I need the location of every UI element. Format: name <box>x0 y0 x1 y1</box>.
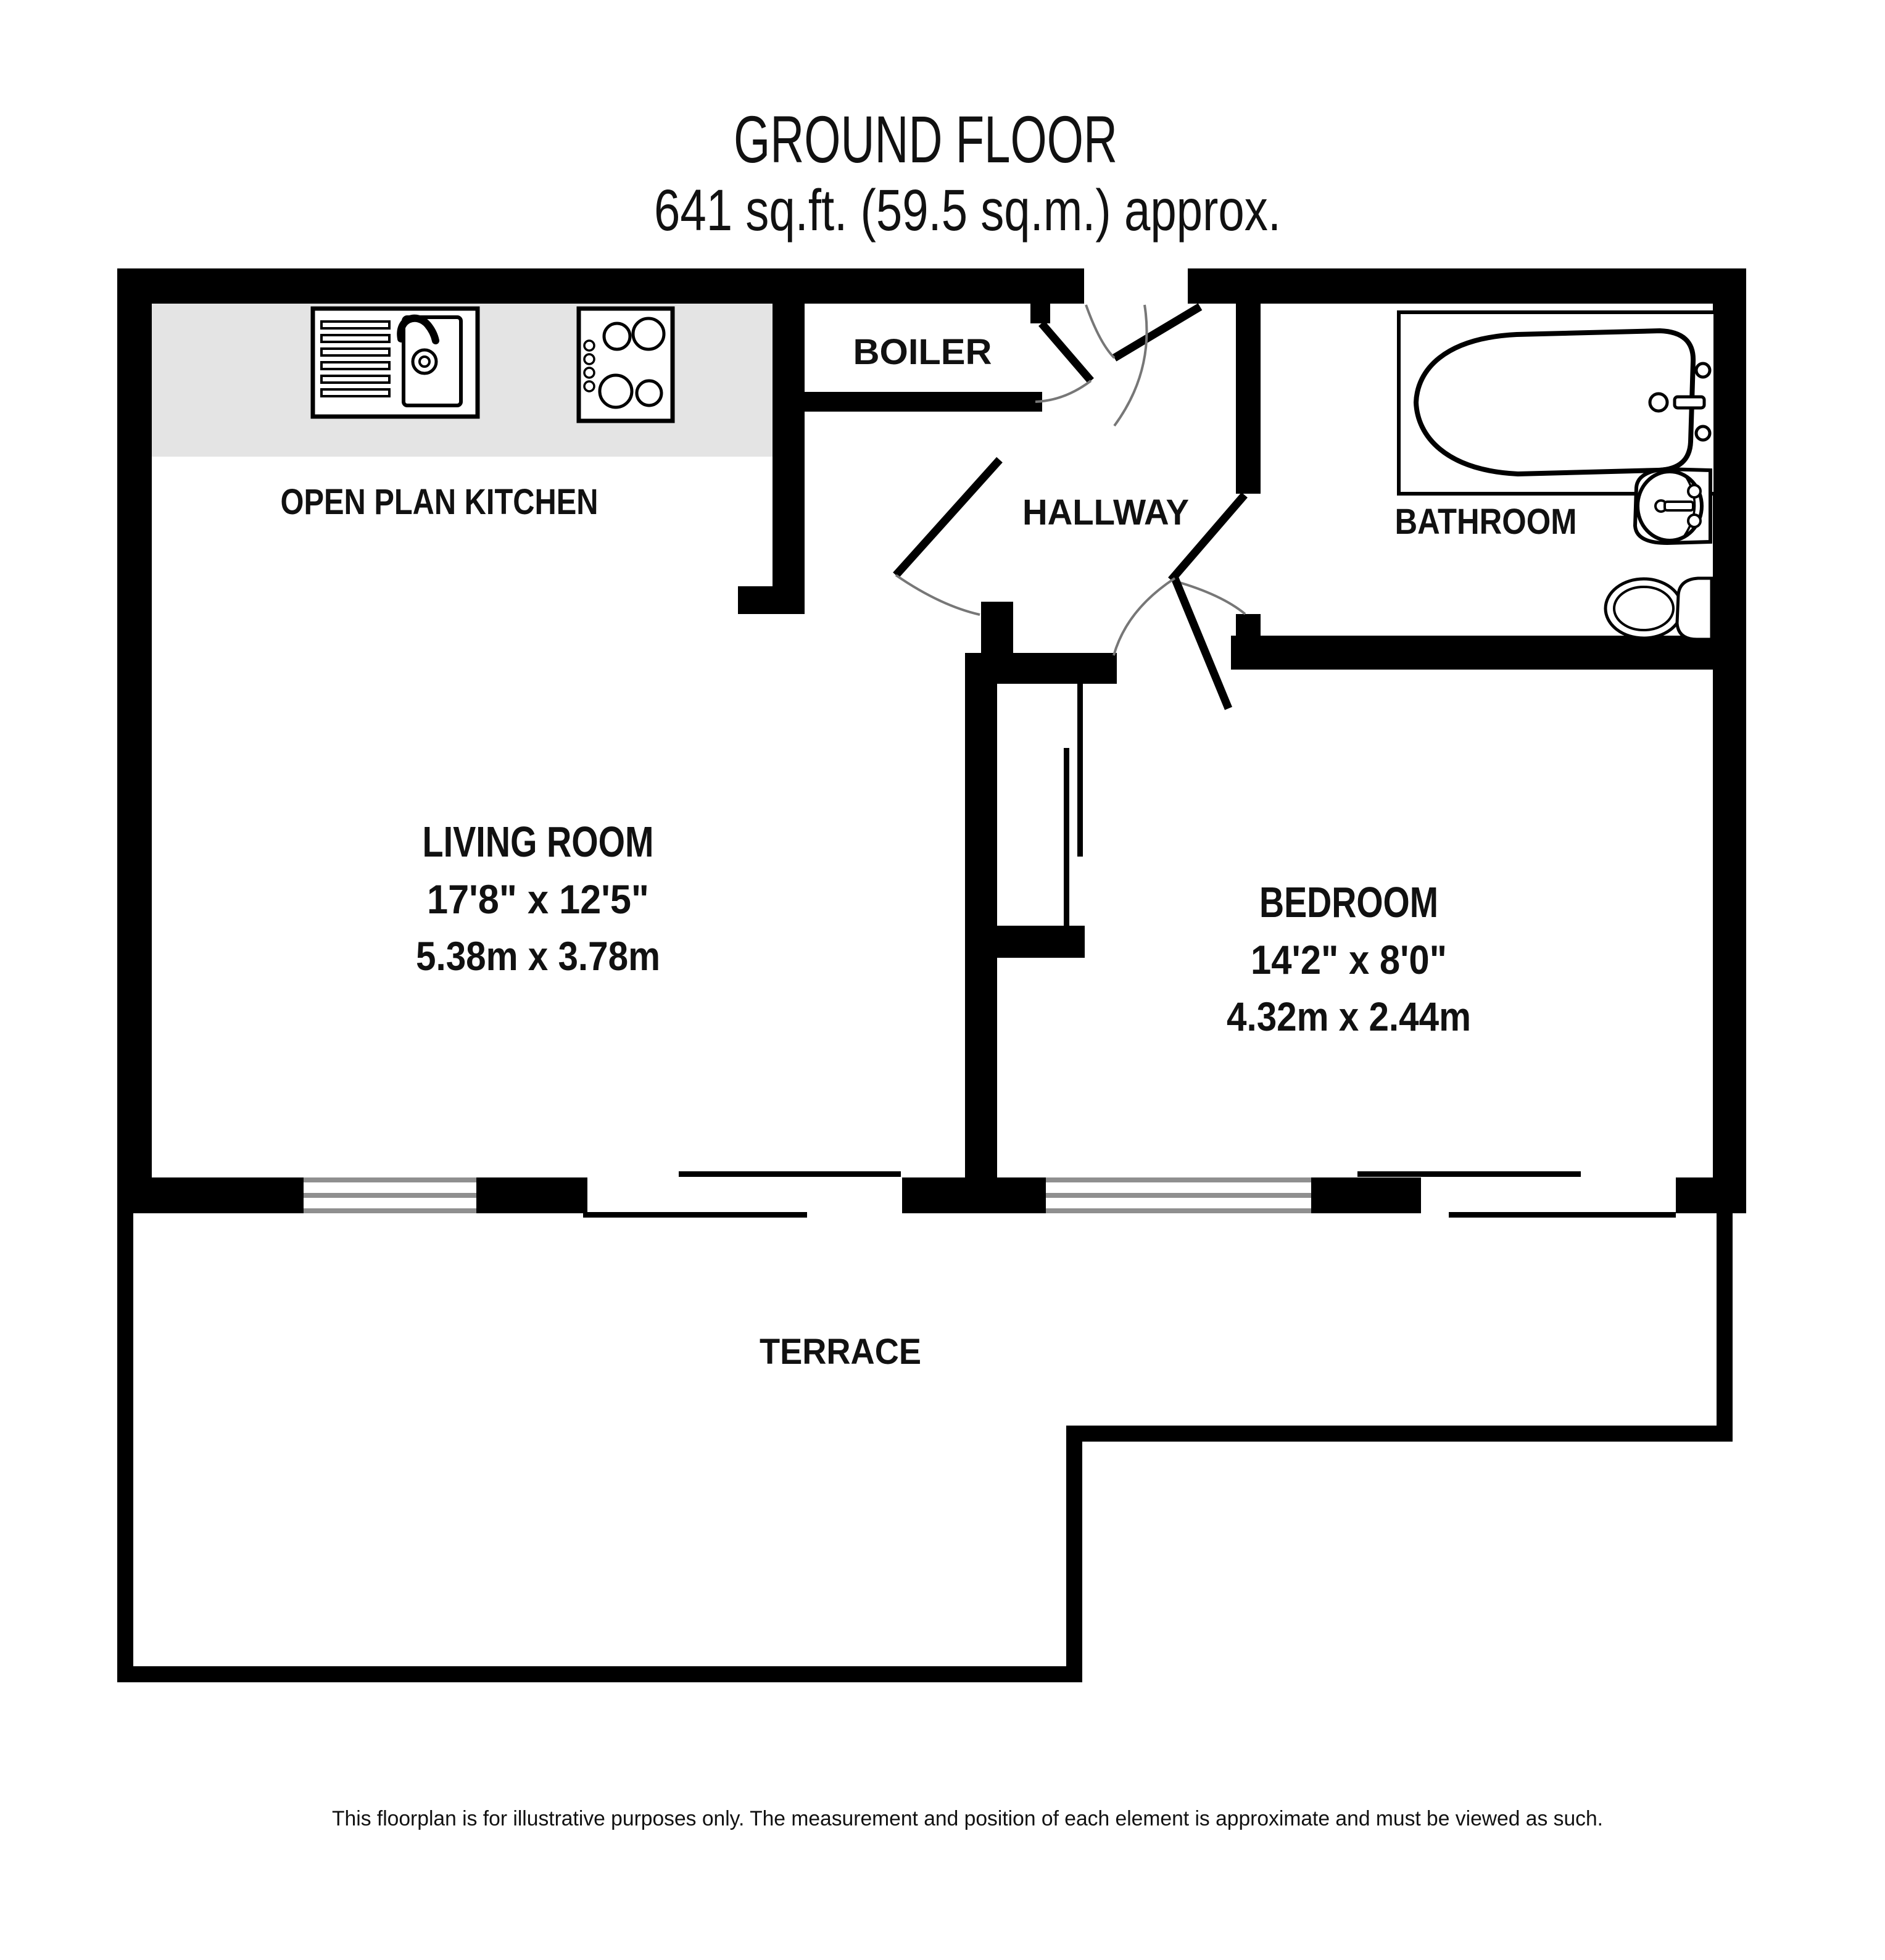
wall-boiler-jamb <box>1030 304 1050 323</box>
sink-tap-handle <box>1688 515 1701 527</box>
drainer-bar <box>321 349 389 355</box>
bathtub-drain <box>1650 394 1667 411</box>
disclaimer-text: This floorplan is for illustrative purposes only. The measurement and position of each element is approximate and must be viewed as such. <box>332 1807 1603 1830</box>
stove-burner <box>600 375 632 407</box>
stove <box>579 309 673 421</box>
sliding-door-leaf <box>1357 1171 1581 1177</box>
sink-tap-handle <box>1688 485 1701 497</box>
hallway-label: HALLWAY <box>1022 492 1189 533</box>
terrace-wall-step-v <box>1066 1442 1082 1682</box>
window-frame-line <box>304 1177 476 1182</box>
wall-living-bedroom-divider <box>965 653 997 1213</box>
bedroom-dims-imperial: 14'2" x 8'0" <box>1251 937 1447 982</box>
stove-knob <box>584 368 594 378</box>
wall-right <box>1713 268 1746 1213</box>
living-room-dims-imperial: 17'8" x 12'5" <box>427 876 649 922</box>
sliding-door-leaf <box>583 1212 807 1218</box>
stove-knob <box>584 354 594 364</box>
pocket-door-line <box>1077 671 1083 857</box>
toilet-seat <box>1614 587 1673 630</box>
drainer-bar <box>321 362 389 369</box>
window-frame-line <box>1046 1177 1311 1182</box>
drainer-bar <box>321 389 389 396</box>
kitchen-label: OPEN PLAN KITCHEN <box>280 482 599 522</box>
toilet <box>1605 578 1712 639</box>
bathtub <box>1399 312 1715 494</box>
bedroom-label: BEDROOM <box>1259 878 1438 926</box>
wall-hall-jamb <box>981 602 1013 654</box>
wall-top-right <box>1188 268 1746 304</box>
bathtub-spout <box>1675 397 1704 408</box>
wall-boiler-bottom <box>805 392 1042 412</box>
sliding-door-leaf <box>1449 1212 1676 1218</box>
wall-bedroom-stub <box>997 926 1085 958</box>
wall-bottom-seg1 <box>117 1177 304 1213</box>
bathtub-tap-handle <box>1696 363 1710 377</box>
toilet-cistern <box>1677 578 1712 639</box>
wall-kitchen-divider <box>773 304 805 614</box>
wall-left <box>117 268 152 1213</box>
living-room-label: LIVING ROOM <box>422 818 654 866</box>
terrace-wall-step-h <box>1066 1426 1733 1442</box>
stove-knob <box>584 381 594 391</box>
bathroom-sink <box>1635 469 1710 543</box>
stove-knob <box>584 341 594 351</box>
pocket-door-line <box>1064 748 1069 933</box>
wall-bottom-seg2 <box>476 1177 587 1213</box>
terrace-wall-bottom <box>117 1666 1082 1682</box>
wall-bottom-seg5 <box>1676 1177 1746 1213</box>
window-frame-line <box>304 1208 476 1213</box>
bathtub-tap-handle <box>1696 426 1710 440</box>
terrace-wall-right <box>1717 1213 1733 1426</box>
page-title: GROUND FLOOR <box>734 102 1117 176</box>
drainer-bar <box>321 376 389 383</box>
wall-bottom-seg4 <box>1311 1177 1421 1213</box>
terrace-wall-left <box>117 1213 133 1682</box>
drainer-bar <box>321 335 389 342</box>
sink-drain-center <box>420 357 429 367</box>
bathroom-label: BATHROOM <box>1394 502 1577 542</box>
wall-top-left <box>117 268 1084 304</box>
stove-burner <box>604 323 630 349</box>
sliding-door-leaf <box>679 1171 901 1177</box>
wall-bathroom-bottom <box>1231 636 1713 670</box>
page-subtitle: 641 sq.ft. (59.5 sq.m.) approx. <box>654 178 1281 243</box>
bedroom-dims-metric: 4.32m x 2.44m <box>1227 994 1471 1039</box>
drainer-bar <box>321 322 389 328</box>
terrace-label: TERRACE <box>760 1332 921 1372</box>
living-room-dims-metric: 5.38m x 3.78m <box>416 933 660 979</box>
window-frame-line <box>1046 1193 1311 1198</box>
boiler-label: BOILER <box>853 332 992 372</box>
bedroom-window <box>1046 1177 1311 1213</box>
stove-burner <box>633 318 664 349</box>
sink-spout <box>1665 502 1693 510</box>
kitchen-sink-unit <box>313 309 478 417</box>
wall-kitchen-foot <box>738 586 805 614</box>
window-frame-line <box>304 1193 476 1198</box>
living-room-window <box>304 1177 476 1213</box>
wall-bathroom-left-upper <box>1236 304 1261 494</box>
stove-burner <box>637 381 661 405</box>
window-frame-line <box>1046 1208 1311 1213</box>
